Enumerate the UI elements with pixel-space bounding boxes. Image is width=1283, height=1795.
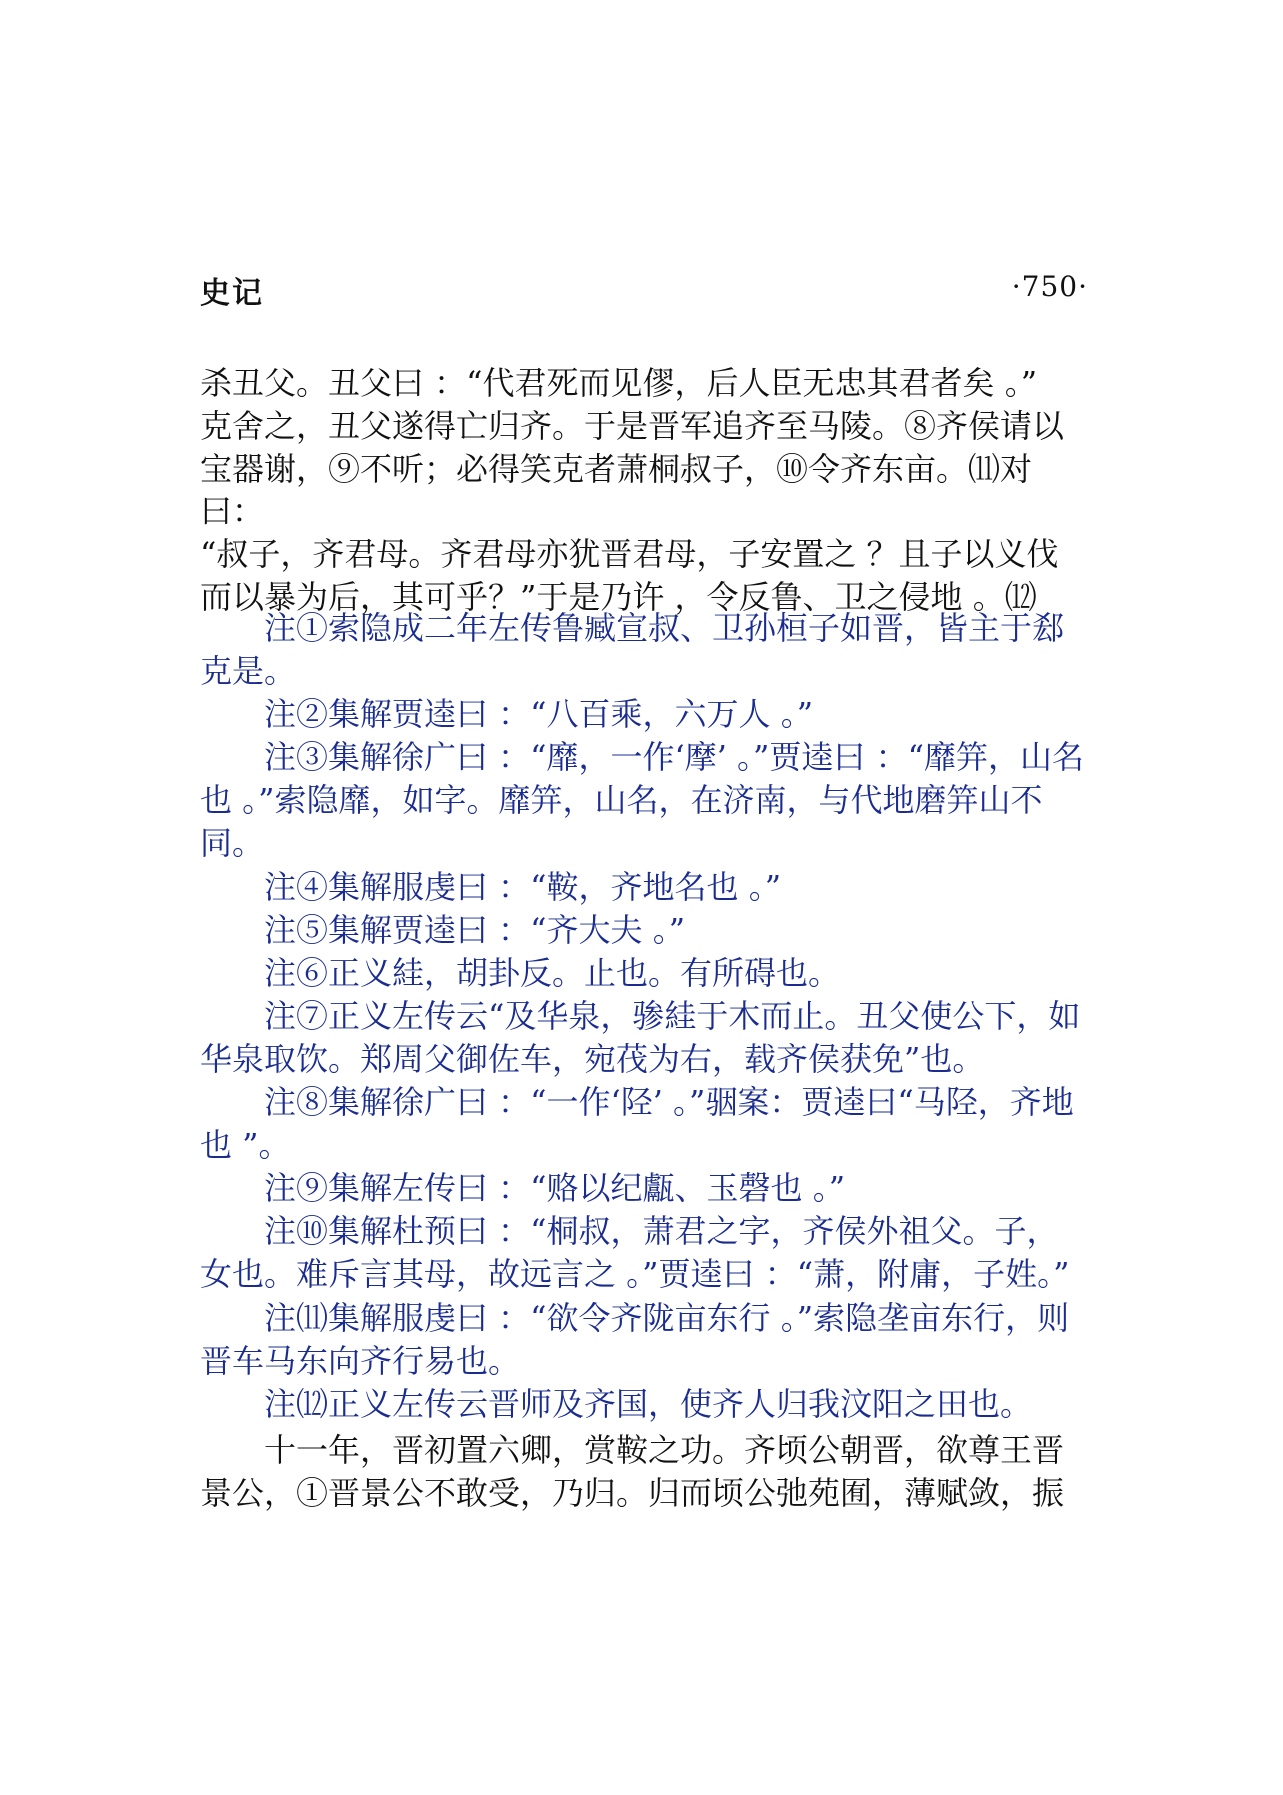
note-11: 注⑾集解服虔曰 ：“欲令齐陇亩东行 。”索隐垄亩东行，则晋车马东向齐行易也。 (200, 1298, 1070, 1380)
text-line: 而以暴为后，其可乎？”于是乃许 ，令反鲁、卫之侵地 。⑿ (200, 577, 1037, 616)
text-line: 杀丑父。丑父曰 ：“代君死而见僇，后人臣无忠其君者矣 。” (200, 364, 1038, 402)
note-3: 注③集解徐广曰 ：“靡，一作‘摩’ 。”贾逵曰 ：“靡笄，山名也 。”索隐靡，如字。靡笄，山名，在济南，与代地磨笄山不同。 (200, 738, 1084, 863)
text-line: 克舍之，丑父遂得亡归齐。于是晋军追齐至马陵。⑧齐侯请以 (200, 406, 1065, 445)
page-number: ·750· (1011, 270, 1088, 303)
note-6: 注⑥正义絓，胡卦反。止也。有所碍也。 (264, 953, 841, 992)
note-1: 注①索隐成二年左传鲁臧宣叔、卫孙桓子如晋，皆主于郄克是。 (200, 609, 1065, 691)
paragraph: 十一年，晋初置六卿，赏鞍之功。齐顷公朝晋，欲尊王晋景公，①晋景公不敢受，乃归。归而顷公弛苑囿，薄赋敛，振 (200, 1431, 1065, 1512)
annotation-notes (200, 607, 1088, 1426)
continued-text (200, 1429, 1088, 1515)
note-9: 注⑨集解左传曰 ：“赂以纪甗、玉磬也 。” (264, 1169, 846, 1208)
note-2: 注②集解贾逵曰 ：“八百乘，六万人 。” (264, 695, 814, 734)
main-text (200, 362, 1088, 619)
text-line: 宝器谢，⑨不听；必得笑克者萧桐叔子，⑩令齐东亩。⑾对曰： (200, 449, 1033, 531)
note-8: 注⑧集解徐广曰 ：“一作‘陉’ 。”骃案：贾逵曰“马陉，齐地也 ”。 (200, 1083, 1074, 1165)
book-title: 史记 (200, 276, 264, 311)
note-7: 注⑦正义左传云“及华泉，骖絓于木而止。丑父使公下，如华泉取饮。郑周父御佐车，宛茷为右，载齐侯获免”也。 (200, 996, 1081, 1078)
text-line: “叔子，齐君母。齐君母亦犹晋君母，子安置之 ？且子以义伐 (200, 535, 1059, 574)
note-12: 注⑿正义左传云晋师及齐国，使齐人归我汶阳之田也。 (264, 1384, 1033, 1423)
note-4: 注④集解服虔曰 ：“鞍，齐地名也 。” (264, 867, 782, 906)
note-10: 注⑩集解杜预曰 ：“桐叔，萧君之字，齐侯外祖父。子，女也。难斥言其母，故远言之 。”贾逵曰 ：“萧，附庸，子姓。” (200, 1212, 1070, 1294)
page-header (200, 268, 1088, 311)
note-5: 注⑤集解贾逵曰 ：“齐大夫 。” (264, 910, 686, 949)
